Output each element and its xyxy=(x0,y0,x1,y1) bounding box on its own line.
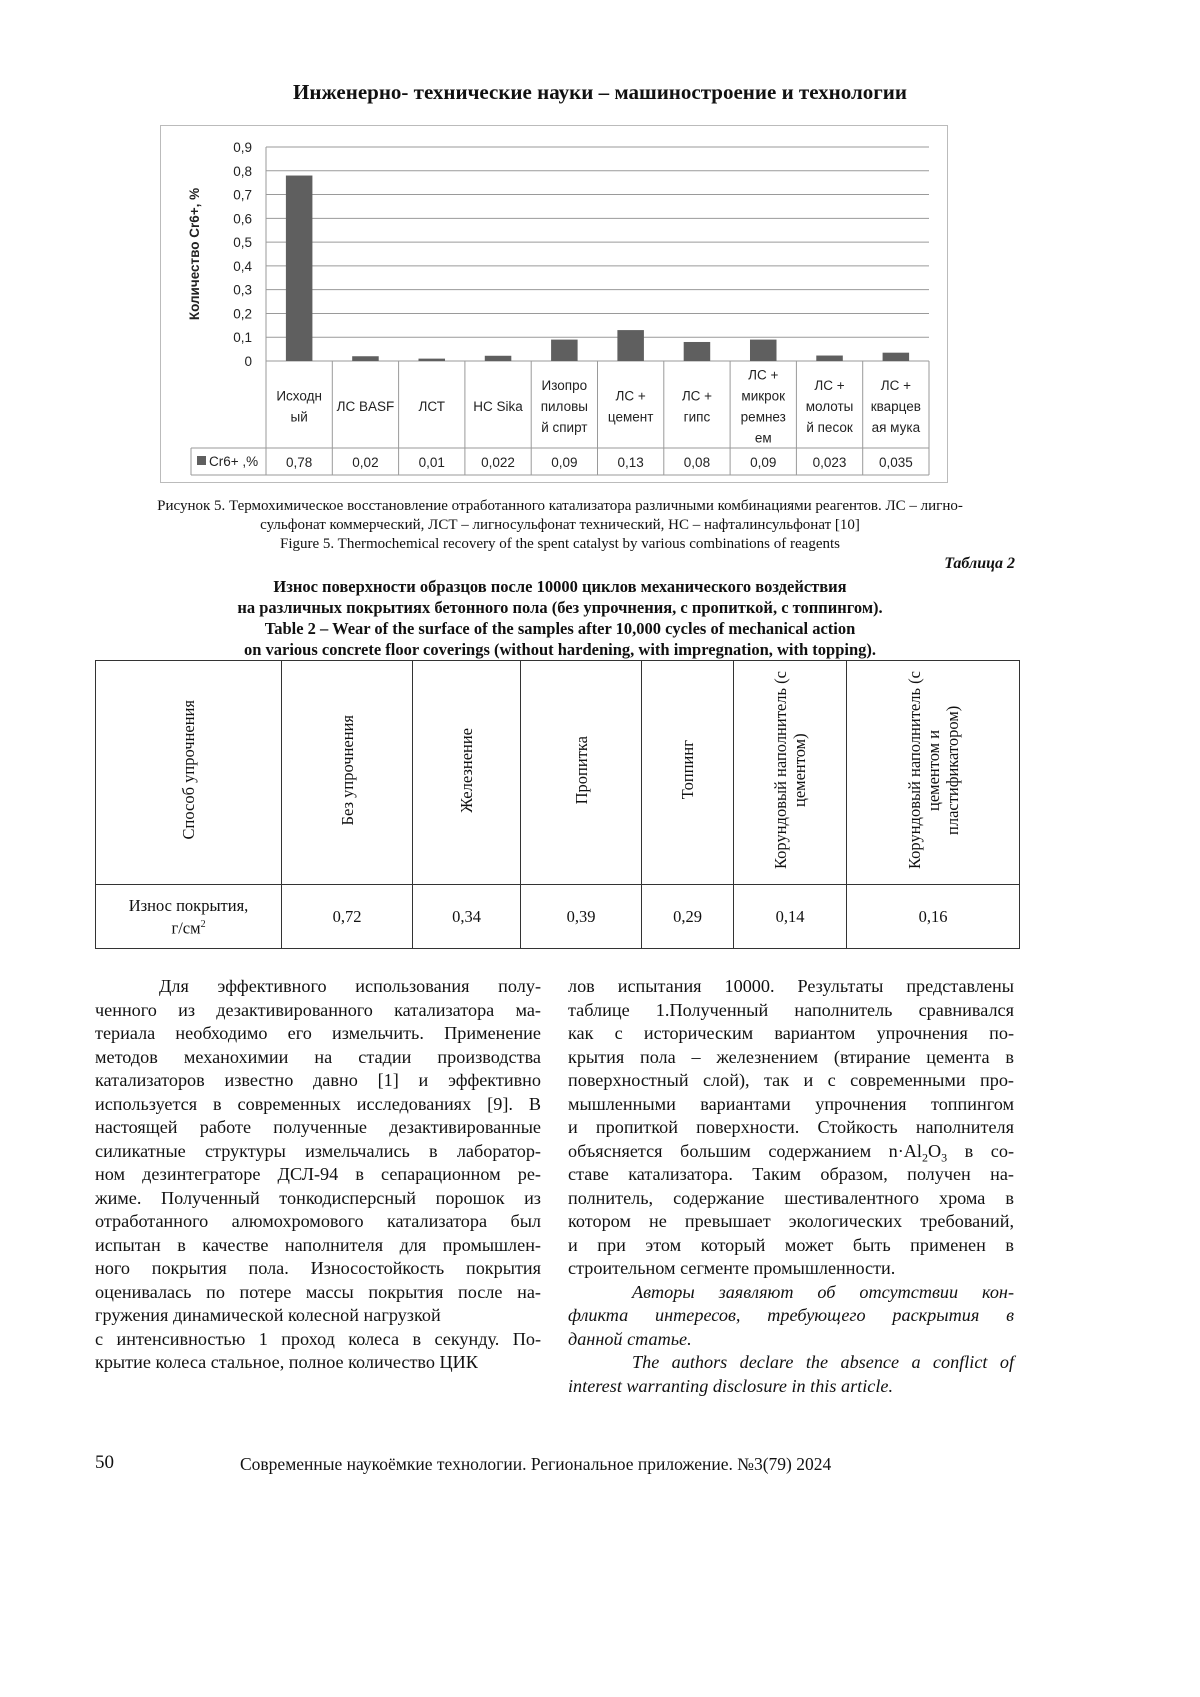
category-label: ем xyxy=(754,430,772,446)
table-header: Пропитка xyxy=(571,735,591,805)
bar xyxy=(617,330,644,361)
category-label: й спирт xyxy=(541,420,588,435)
text-line: оценивалась по потере массы покрытия после на- xyxy=(95,1281,541,1302)
y-tick-label: 0,3 xyxy=(233,282,252,298)
category-label: гипс xyxy=(683,409,711,425)
text-line: данной статье. xyxy=(568,1328,692,1349)
table-cell: 0,16 xyxy=(847,885,1020,949)
text-line: настоящей работе полученные дезактивированные xyxy=(95,1117,541,1137)
text-line: крытия пола – железнением (втирание цемента в xyxy=(568,1046,1014,1067)
text-line: строительном сегменте промышленности. xyxy=(568,1258,896,1278)
table-header: Железнение xyxy=(457,727,476,813)
table-number: Таблица 2 xyxy=(944,555,1015,572)
category-label: ая мука xyxy=(871,420,921,435)
category-label: НС Sika xyxy=(473,399,523,414)
formula-part: в со- xyxy=(947,1140,1015,1161)
table-title-ru-1: Износ поверхности образцов после 10000 циклов механического воздействия xyxy=(273,577,847,596)
data-label: 0,09 xyxy=(750,455,777,470)
text-line: крытие колеса стальное, полное количество ЦИК xyxy=(95,1352,478,1372)
table-cell: 0,72 xyxy=(282,885,413,949)
table-header: Без упрочнения xyxy=(337,714,357,826)
category-label: ЛС + xyxy=(880,378,911,393)
data-label: 0,023 xyxy=(812,455,847,470)
bar xyxy=(750,340,777,361)
text-line: Для эффективного использования полу- xyxy=(159,976,541,996)
category-label: пиловы xyxy=(540,399,588,414)
running-header: Инженерно- технические науки – машиностроение и технологии xyxy=(293,80,907,104)
category-label: й песок xyxy=(806,420,853,435)
text-line xyxy=(568,1140,1014,1164)
data-label: 0,01 xyxy=(418,455,445,470)
category-label: микрок xyxy=(741,388,786,404)
page-number: 50 xyxy=(95,1452,114,1473)
legend-label: Cr6+ ,% xyxy=(209,454,259,469)
figure-caption-ru-2: сульфонат коммерческий, ЛСТ – лигносульфонат технический, НС – нафталинсульфонат [10] xyxy=(260,517,860,533)
bar-chart xyxy=(160,125,948,483)
text-line: испытан в качестве наполнителя для промышлен- xyxy=(95,1234,541,1255)
text-line: полнитель, содержание шестивалентного хрома в xyxy=(568,1187,1014,1208)
text-line: силикатные структуры измельчались в лаборатор- xyxy=(95,1140,541,1161)
text-line: жиме. Полученный тонкодисперсный порошок из xyxy=(95,1187,541,1208)
bar xyxy=(485,356,512,361)
table-header: Топпинг xyxy=(678,740,697,800)
category-label: ремнез xyxy=(740,409,786,425)
text-line: interest warranting disclosure in this article. xyxy=(568,1375,894,1396)
legend-swatch xyxy=(197,456,206,465)
formula-part: 2 xyxy=(921,1150,928,1165)
category-label: ЛС + xyxy=(748,367,779,383)
bar xyxy=(684,342,711,361)
table-header: Способ упрочнения xyxy=(179,700,198,840)
text-line: и при этом который может быть применен в xyxy=(568,1234,1014,1255)
row-label-unit: г/см xyxy=(171,918,201,938)
text-line: мышленными вариантами упрочнения топпингом xyxy=(568,1093,1014,1114)
data-label: 0,035 xyxy=(878,455,913,470)
row-label: Износ покрытия, xyxy=(128,895,249,915)
text-line: The authors declare the absence a conflict of xyxy=(632,1352,1014,1372)
table-row xyxy=(96,885,1020,949)
category-label: Исходн xyxy=(276,388,322,404)
text-line: таблице 1.Полученный наполнитель сравнивался xyxy=(568,999,1014,1020)
text-line: ставе катализатора. Таким образом, получен на- xyxy=(568,1164,1014,1184)
text-line: ного покрытия пола. Износостойкость покрытия xyxy=(95,1258,541,1278)
data-label: 0,78 xyxy=(286,455,313,470)
table-cell: 0,34 xyxy=(413,885,521,949)
formula-part: 3 xyxy=(941,1150,948,1165)
category-label: Изопро xyxy=(541,378,588,393)
figure-caption-ru-1: Рисунок 5. Термохимическое восстановление отработанного катализатора различными комбинациями реагентов. ЛС – лигно- xyxy=(157,498,963,514)
text-line: поверхностный слой), так и с современными про- xyxy=(568,1070,1014,1090)
bar xyxy=(418,359,445,361)
text-line: котором не превышает экологических требований, xyxy=(568,1211,1014,1231)
formula-part: объясняется большим содержанием n·Al xyxy=(568,1140,922,1161)
text-line: методов механохимии на стадии производства xyxy=(95,1046,541,1067)
category-label: ЛС + xyxy=(681,388,713,404)
text-line: как с историческим вариантом упрочнения по- xyxy=(568,1023,1014,1043)
text-line: и пропиткой поверхности. Стойкость наполнителя xyxy=(568,1117,1014,1137)
y-tick-label: 0,8 xyxy=(233,163,252,179)
row-label-sup: 2 xyxy=(200,918,206,930)
y-tick-label: 0,9 xyxy=(233,140,252,155)
text-line: с интенсивностью 1 проход колеса в секунду. По- xyxy=(95,1328,541,1349)
y-tick-label: 0,6 xyxy=(233,211,252,227)
category-label: молоты xyxy=(805,399,854,414)
text-line: гружения динамической колесной нагрузкой xyxy=(95,1305,441,1325)
text-line: териала необходимо его измельчить. Применение xyxy=(95,1023,541,1043)
category-label: ЛС + xyxy=(814,378,845,393)
y-tick-label: 0 xyxy=(244,354,252,369)
bar xyxy=(352,356,379,361)
data-label: 0,08 xyxy=(683,455,711,470)
table-title-en-1: Table 2 – Wear of the surface of the samples after 10,000 cycles of mechanical action xyxy=(264,619,856,638)
text-line: лов испытания 10000. Результаты представлены xyxy=(568,976,1014,996)
y-tick-label: 0,1 xyxy=(233,330,252,346)
data-label: 0,09 xyxy=(551,455,578,470)
text-line: фликта интересов, требующего раскрытия в xyxy=(568,1305,1014,1325)
wear-table xyxy=(95,660,1020,949)
category-label: ЛС + xyxy=(615,388,646,404)
category-label: кварцев xyxy=(870,399,921,414)
text-line: катализаторов известно давно [1] и эффективно xyxy=(95,1070,541,1090)
text-line: ченного из дезактивированного катализатора ма- xyxy=(95,999,541,1020)
bar xyxy=(883,353,910,361)
bar xyxy=(286,176,313,361)
table-header: Корундовый наполнитель (с цементом) xyxy=(771,671,809,869)
text-line: используется в современных исследованиях [9]. В xyxy=(95,1093,541,1114)
chart-svg xyxy=(161,126,949,484)
table-title-ru-2: на различных покрытиях бетонного пола (без упрочнения, с пропиткой, с топпингом). xyxy=(237,598,883,617)
bar xyxy=(551,340,578,361)
table-header-row xyxy=(96,661,1020,885)
table-cell: 0,14 xyxy=(734,885,847,949)
y-tick-label: 0,7 xyxy=(233,187,252,203)
category-label: цемент xyxy=(607,409,654,425)
data-label: 0,022 xyxy=(481,455,515,470)
category-label: ЛСТ xyxy=(418,399,445,414)
table-title-en-2: on various concrete floor coverings (without hardening, with impregnation, with topping). xyxy=(243,640,877,659)
table-header: Корундовый наполнитель (с цементом и пластификатором) xyxy=(904,671,962,869)
text-line: отработанного алюмохромового катализатора был xyxy=(95,1211,541,1231)
bar xyxy=(816,356,843,361)
text-line: ном дезинтеграторе ДСЛ-94 в сепарационном ре- xyxy=(95,1164,541,1184)
table-cell: 0,29 xyxy=(642,885,734,949)
figure-caption-en: Figure 5. Thermochemical recovery of the spent catalyst by various combinations of reagents xyxy=(280,536,840,552)
formula-part: O xyxy=(927,1140,942,1161)
y-tick-label: 0,4 xyxy=(233,258,252,274)
category-label: ЛС BASF xyxy=(336,399,395,414)
table-cell: 0,39 xyxy=(521,885,642,949)
category-label: ый xyxy=(290,409,308,425)
data-label: 0,02 xyxy=(352,455,379,470)
data-label: 0,13 xyxy=(617,455,644,470)
y-tick-label: 0,2 xyxy=(233,306,252,322)
journal-footer: Современные наукоёмкие технологии. Региональное приложение. №3(79) 2024 xyxy=(240,1454,832,1474)
text-line: Авторы заявляют об отсутствии кон- xyxy=(632,1281,1014,1302)
y-tick-label: 0,5 xyxy=(233,235,252,251)
y-axis-label: Количество Cr6+, % xyxy=(187,187,202,321)
